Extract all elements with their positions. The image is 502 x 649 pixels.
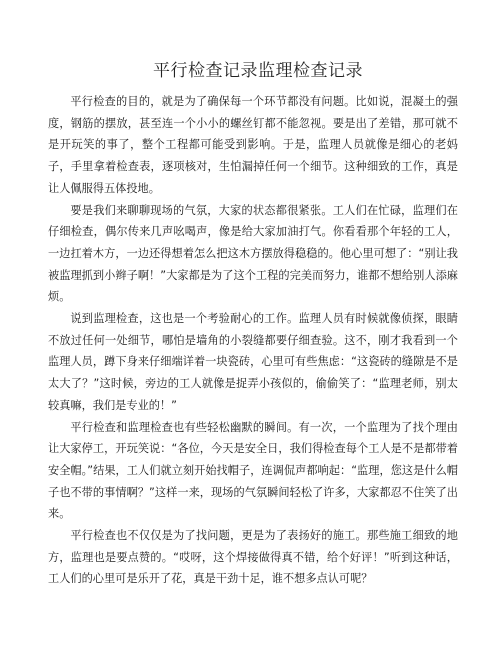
paragraph-3: 说到监理检查，这也是一个考验耐心的工作。监理人员有时候就像侦探，眼睛不放过任何一处细节，哪怕是墙角的小裂缝都要仔细查验。这不，刚才我看到一个监理人员，蹲下身来仔细端详着一块瓷砖，心里可有些焦虑：“这瓷砖的缝隙是不是太大了？”这时候，旁边的工人就像是捉弄小孩似的，偷偷笑了：“监理老师，别太较真嘛，我们是专业的！”: [48, 312, 458, 412]
paragraph-2: 要是我们来聊聊现场的气氛，大家的状态都很紧张。工人们在忙碌，监理们在仔细检查，偶尔传来几声吆喝声，像是给大家加油打气。你看看那个年轻的工人，一边扛着木方，一边还得想着怎么把这木方摆放得稳稳的。他心里可想了：“别让我被监理抓到小辫子啊！”大家都是为了这个工程的完美而努力，谁都不想给别人添麻烦。: [48, 203, 458, 304]
document-page: [48, 56, 458, 590]
paragraph-5: 平行检查也不仅仅是为了找问题，更是为了表扬好的施工。那些施工细致的地方，监理也是要点赞的。“哎呀，这个焊接做得真不错，给个好评！”听到这种话，工人们的心里可是乐开了花，真是干劲十足，谁不想多点认可呢？: [48, 529, 458, 586]
paragraph-4: 平行检查和监理检查也有些轻松幽默的瞬间。有一次，一个监理为了找个理由让大家停工，开玩笑说：“各位，今天是安全日，我们得检查每个工人是不是都带着安全帽。”结果，工人们就立刻开始找帽子，连调侃声都响起：“监理，您这是什么帽子也不带的事情啊？”这样一来，现场的气氛瞬间轻松了许多，大家都忍不住笑了出来。: [48, 420, 458, 521]
document-title: 平行检查记录监理检查记录: [153, 61, 363, 81]
paragraph-1: 平行检查的目的，就是为了确保每一个环节都没有问题。比如说，混凝土的强度，钢筋的摆放，甚至连一个小小的螺丝钉都不能忽视。要是出了差错，那可就不是开玩笑的事了，整个工程都可能受到影响。于是，监理人员就像是细心的老妈子，手里拿着检查表，逐项核对，生怕漏掉任何一个细节。这种细致的工作，真是让人佩服得五体投地。: [48, 95, 458, 195]
